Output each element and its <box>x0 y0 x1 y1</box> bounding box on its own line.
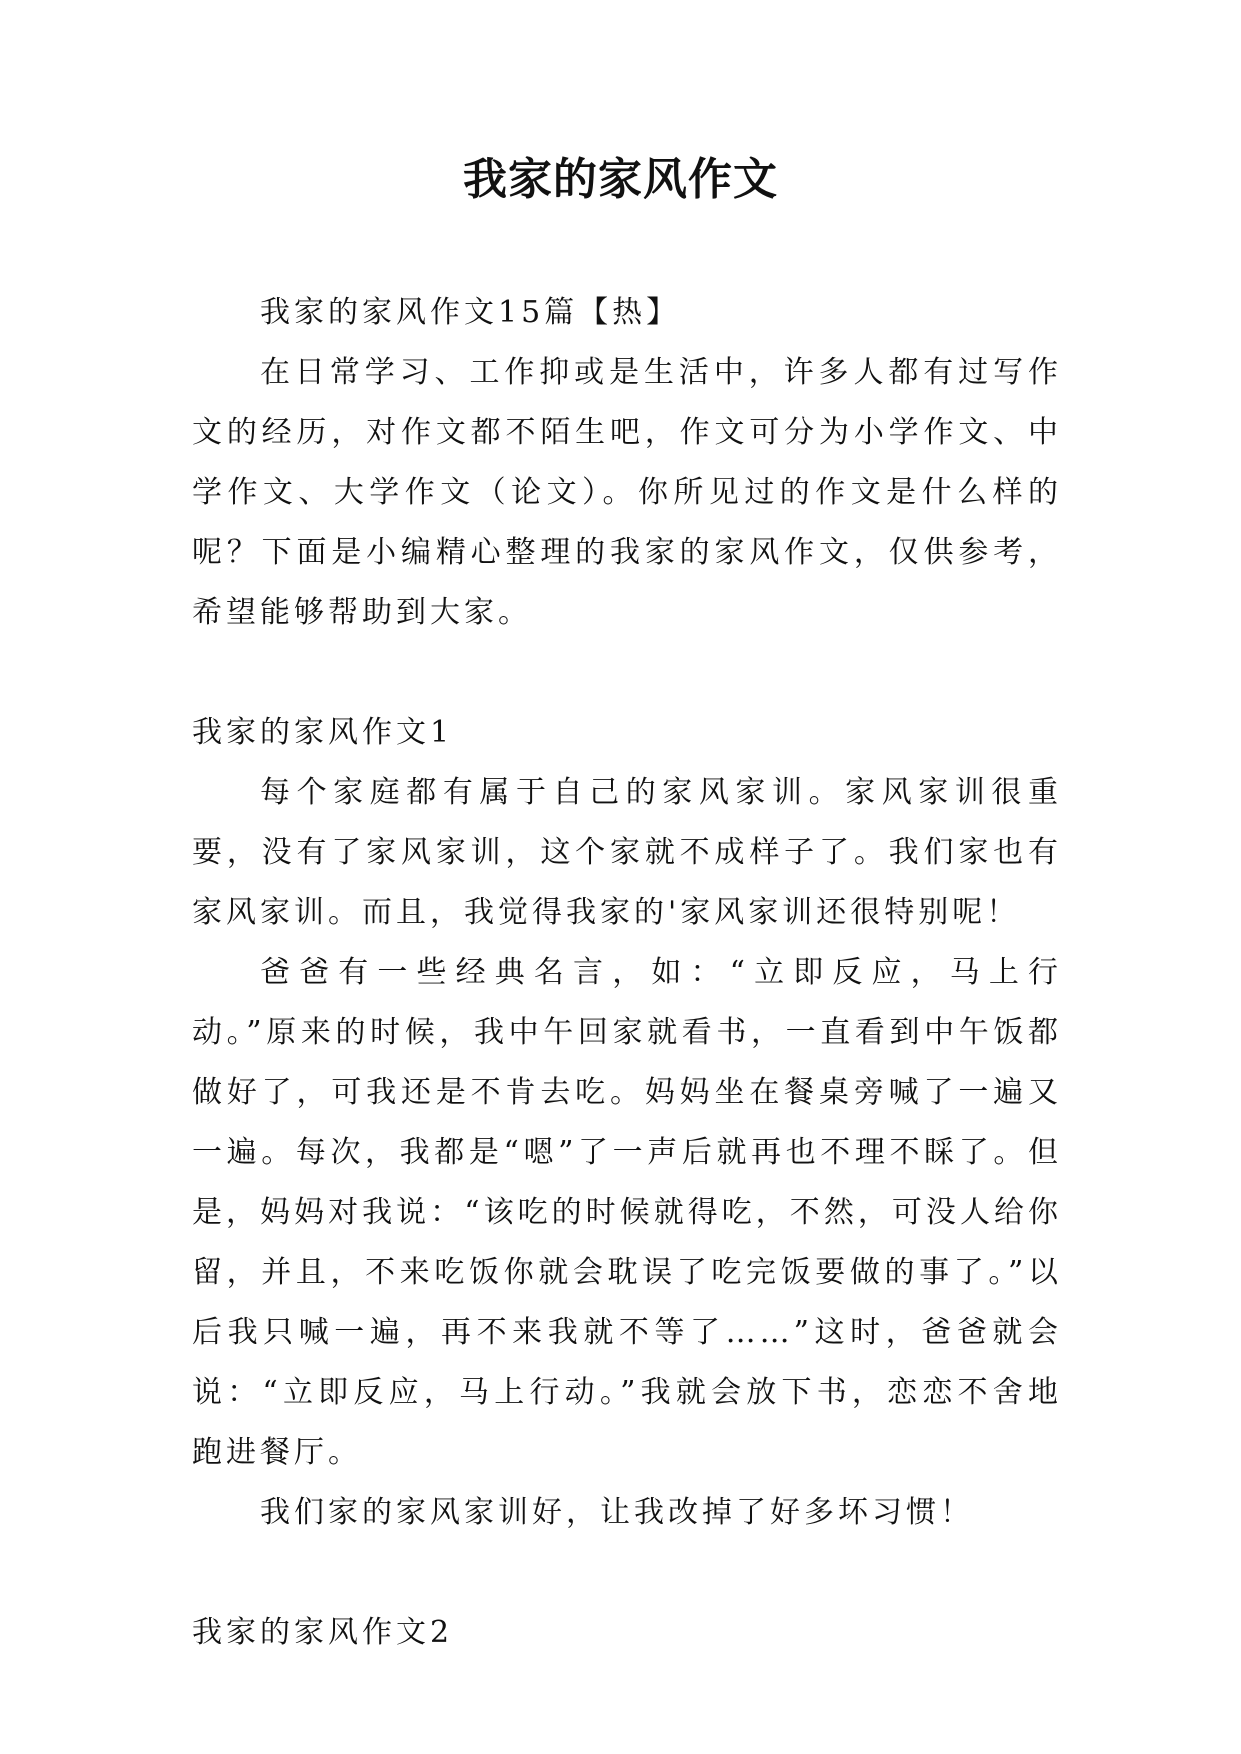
section-spacer <box>192 1543 1062 1603</box>
essay-1-heading: 我家的家风作文1 <box>192 715 454 750</box>
document-body <box>192 283 1062 1663</box>
section-spacer <box>192 643 1062 703</box>
essay-1-paragraph-1: 每个家庭都有属于自己的家风家训。家风家训很重要，没有了家风家训，这个家就不成样子了。我们家也有家风家训。而且，我觉得我家的'家风家训还很特别呢！ <box>192 775 1062 930</box>
intro-paragraph: 在日常学习、工作抑或是生活中，许多人都有过写作文的经历，对作文都不陌生吧，作文可分为小学作文、中学作文、大学作文（论文）。你所见过的作文是什么样的呢？下面是小编精心整理的我家的家风作文，仅供参考，希望能够帮助到大家。 <box>192 355 1062 630</box>
essay-1-paragraph-3: 我们家的家风家训好，让我改掉了好多坏习惯！ <box>260 1495 974 1530</box>
document-title: 我家的家风作文 <box>463 154 778 205</box>
essay-1-paragraph-2: 爸爸有一些经典名言，如：“立即反应，马上行动。”原来的时候，我中午回家就看书，一直看到中午饭都做好了，可我还是不肯去吃。妈妈坐在餐桌旁喊了一遍又一遍。每次，我都是“嗯”了一声后就再也不理不睬了。但是，妈妈对我说：“该吃的时候就得吃，不然，可没人给你留，并且，不来吃饭你就会耽误了吃完饭要做的事了。”以后我只喊一遍，再不来我就不等了……”这时，爸爸就会说：“立即反应，马上行动。”我就会放下书，恋恋不舍地跑进餐厅。 <box>192 955 1062 1470</box>
intro-subtitle: 我家的家风作文15篇【热】 <box>260 295 681 330</box>
essay-2-heading: 我家的家风作文2 <box>192 1615 454 1650</box>
